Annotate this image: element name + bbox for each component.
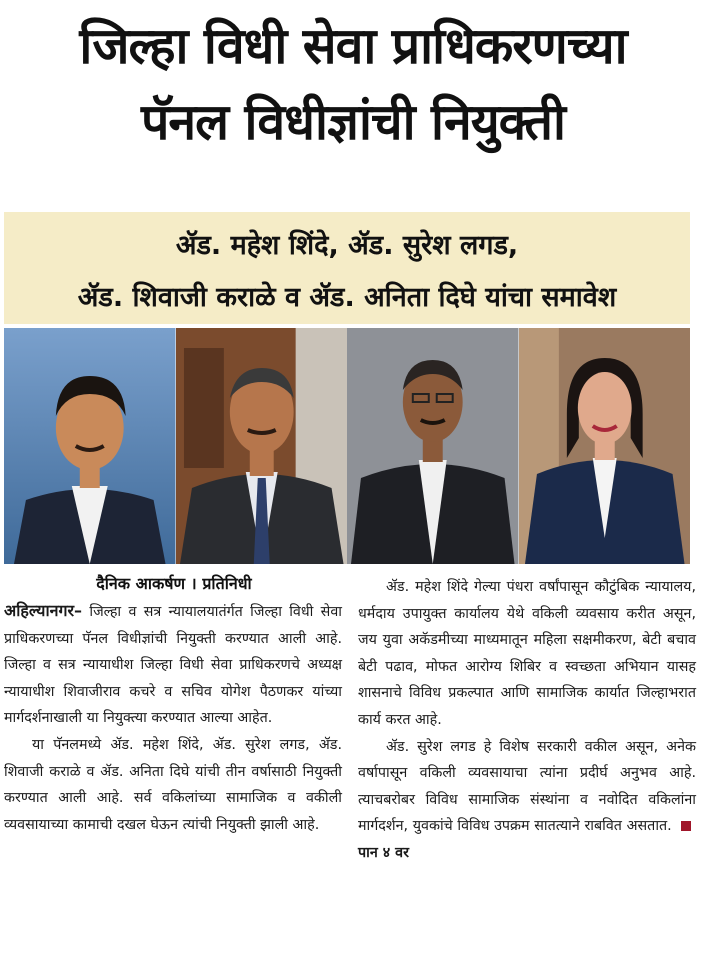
article-paragraph-1: [4, 598, 342, 732]
subheadline-line-1: ॲड. महेश शिंदे, ॲड. सुरेश लगड,: [175, 230, 519, 261]
continued-label: पान ४ वर: [358, 844, 409, 861]
portrait-man-3-icon: [347, 328, 519, 564]
portrait-man-2-icon: [176, 328, 348, 564]
article-column-right: [358, 574, 696, 867]
portrait-man-1-icon: [4, 328, 176, 564]
headline: [0, 8, 706, 160]
byline: दैनिक आकर्षण । प्रतिनिधी: [96, 574, 252, 593]
headline-line-2: पॅनल विधीज्ञांची नियुक्ती: [141, 93, 565, 151]
headline-line-1: जिल्हा विधी सेवा प्राधिकरणच्या: [79, 17, 627, 75]
paragraph-1-text: जिल्हा व सत्र न्यायालयातंर्गत जिल्हा विधी सेवा प्राधिकरणच्या पॅनल विधीज्ञांची नियुक्ती करण्यात आली आहे. जिल्हा व सत्र न्यायाधीश जिल्हा विधी सेवा प्राधिकरणचे अध्यक्ष न्यायाधीश शिवाजीराव कचरे व सचिव योगेश पैठणकर यांच्या मार्गदर्शनाखाली या नियुक्त्या करण्यात आल्या आहेत.: [4, 604, 342, 727]
article-paragraph-4: [358, 734, 696, 867]
subheadline-band: [4, 212, 690, 324]
paragraph-4-text: ॲड. सुरेश लगड हे विशेष सरकारी वकील असून, अनेक वर्षापासून वकिली व्यवसायाचा त्यांना प्रदीर्घ अनुभव आहे. त्याचबरोबर विविध सामाजिक संस्थांना व नवोदित वकिलांना मार्गदर्शन, युवकांचे विविध उपक्रम सातत्याने राबवित असतात.: [358, 738, 696, 835]
photo-strip: [4, 328, 690, 564]
article-paragraph-2: या पॅनलमध्ये ॲड. महेश शिंदे, ॲड. सुरेश लगड, ॲड. शिवाजी कराळे व ॲड. अनिता दिघे यांची तीन वर्षासाठी नियुक्ती करण्यात आली आहे. सर्व वकिलांच्या सामाजिक व वकीली व्यवसायाच्या कामाची दखल घेऊन त्यांची नियुक्ती झाली आहे.: [4, 736, 342, 833]
subheadline-line-2: ॲड. शिवाजी कराळे व ॲड. अनिता दिघे यांचा समावेश: [77, 282, 617, 313]
article-paragraph-3: ॲड. महेश शिंदे गेल्या पंधरा वर्षांपासून कौटुंबिक न्यायालय, धर्मदाय उपायुक्त कार्यालय येथे वकिली व्यवसाय करीत असून, जय युवा अकॅडमीच्या माध्यमातून महिला सक्षमीकरण, बेटी बचाव बेटी पढाव, मोफत आरोग्य शिबिर व स्वच्छता अभियान यासह शासनाचे विविध प्रकल्पात आणि सामाजिक कार्यात जिल्हाभरात कार्य करत आहे.: [358, 579, 696, 728]
square-bullet-icon: [681, 821, 691, 831]
portrait-woman-4-icon: [519, 328, 691, 564]
article-column-left: [4, 598, 342, 838]
dateline: अहिल्यानगर–: [4, 601, 83, 620]
